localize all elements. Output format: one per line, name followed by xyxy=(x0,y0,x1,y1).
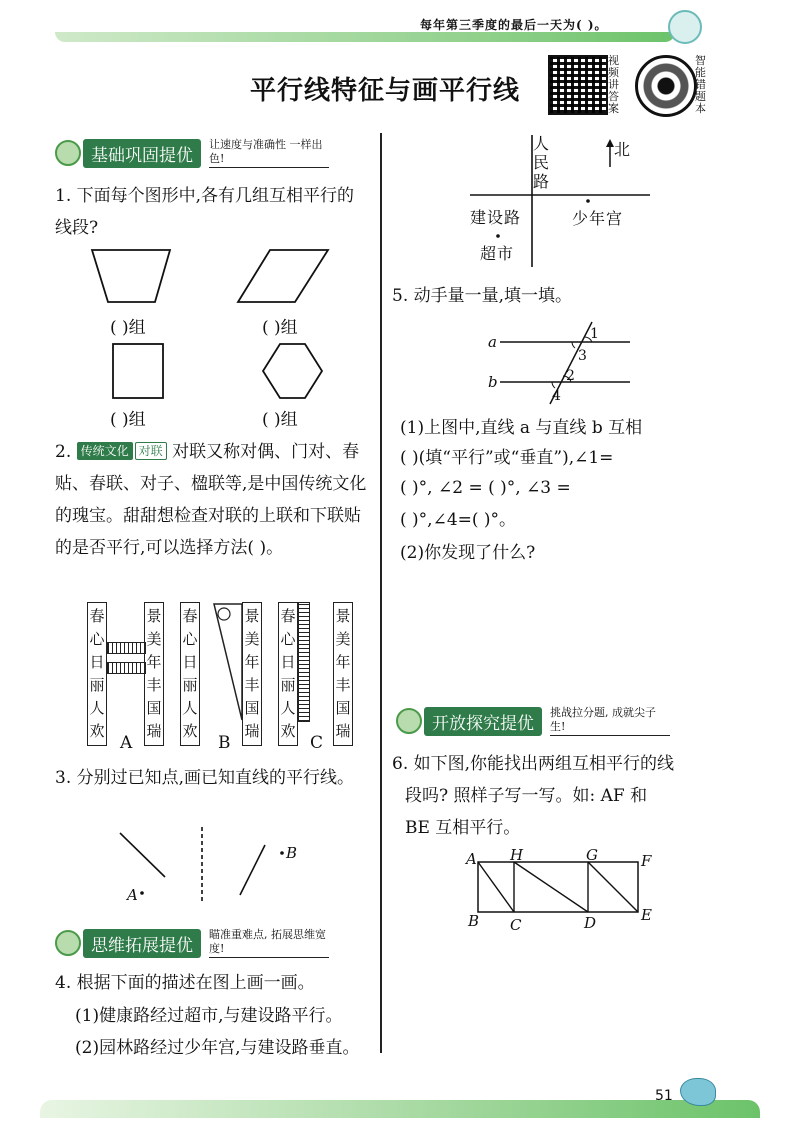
q3-figure xyxy=(110,825,310,905)
q6-label-h: H xyxy=(510,846,524,864)
q5-sub2: (2)你发现了什么? xyxy=(400,543,536,563)
target-icon xyxy=(55,140,81,166)
top-question: 每年第三季度的最后一天为( )。 xyxy=(420,18,608,32)
q2-option-c: C xyxy=(310,733,324,753)
q6-label-e: E xyxy=(641,906,652,924)
q6-text-line3: BE 互相平行。 xyxy=(405,818,521,838)
satellite-icon xyxy=(396,708,422,734)
page-number: 51 xyxy=(655,1088,673,1104)
q5-sub1-line1: (1)上图中,直线 a 与直线 b 互相 xyxy=(400,418,643,438)
q4-text: 4. 根据下面的描述在图上画一画。 xyxy=(55,973,315,993)
q6-rectangle xyxy=(478,862,638,912)
map-label-jianshe: 建设路 xyxy=(470,208,522,227)
section-basic xyxy=(55,140,329,166)
angle-label-3: 3 xyxy=(578,348,587,364)
q5-label-b: b xyxy=(488,373,498,391)
north-arrow-head xyxy=(606,139,614,147)
square-shape xyxy=(113,344,163,398)
bottom-decor-bar xyxy=(40,1100,760,1118)
q6-label-f: F xyxy=(641,852,652,870)
q3-point-a xyxy=(140,891,144,895)
q5-label-a: a xyxy=(488,333,497,351)
q6-text-line1: 6. 如下图,你能找出两组互相平行的线 xyxy=(392,754,675,774)
angle-label-2: 2 xyxy=(566,368,575,384)
q3-text: 3. 分别过已知点,画已知直线的平行线。 xyxy=(55,768,355,788)
ruler-a1-icon xyxy=(107,642,146,654)
top-decor-bar xyxy=(55,32,675,42)
q3-label-b: B xyxy=(286,844,298,862)
section-thinking-note: 瞄准重难点, 拓展思维宽度! xyxy=(209,928,329,958)
ruler-c-icon xyxy=(298,602,310,722)
map-label-shaonian: 少年宫 xyxy=(572,209,624,228)
dolphin-mascot-icon xyxy=(680,1078,716,1106)
section-open-label: 开放探究提优 xyxy=(424,707,542,736)
couplet-c-lower: 景美年丰国瑞 xyxy=(333,602,353,746)
q2-option-a: A xyxy=(120,733,133,753)
q6-label-g: G xyxy=(586,846,598,864)
parallelogram-shape xyxy=(238,250,328,302)
couplet-a-lower: 景美年丰国瑞 xyxy=(144,602,164,746)
map-label-north: 北 xyxy=(614,140,631,159)
column-divider xyxy=(380,133,382,1053)
map-label-chaoshi: 超市 xyxy=(480,244,515,263)
hexagon-shape xyxy=(263,344,322,398)
q2-text-block xyxy=(55,436,370,564)
q5-sub1-line3[interactable]: ( )°, ∠2 = ( )°, ∠3 = xyxy=(400,478,571,498)
q1-blank-3[interactable]: ( )组 xyxy=(110,410,146,430)
section-thinking xyxy=(55,930,329,956)
section-thinking-label: 思维拓展提优 xyxy=(83,929,201,958)
q2-tag-culture: 传统文化 xyxy=(77,442,133,460)
q2-tag-couplet: 对联 xyxy=(135,442,167,460)
qr-label-mistakes: 智能错题本 xyxy=(695,54,706,115)
couplet-a-upper: 春心日丽人欢 xyxy=(87,602,107,746)
shaonian-point xyxy=(586,199,590,203)
angle-label-4: 4 xyxy=(552,388,561,404)
couplet-c-upper: 春心日丽人欢 xyxy=(278,602,298,746)
section-basic-note: 让速度与准确性 一样出色! xyxy=(209,138,329,168)
q2-number: 2. xyxy=(55,442,72,462)
map-label-renmin: 人民路 xyxy=(533,134,550,191)
trapezoid-shape xyxy=(92,250,170,302)
q6-text-line2: 段吗? 照样子写一写。如: AF 和 xyxy=(405,786,648,806)
couplet-b-upper: 春心日丽人欢 xyxy=(180,602,200,746)
ruler-a2-icon xyxy=(107,662,146,674)
q1-text: 1. 下面每个图形中,各有几组互相平行的线段? xyxy=(55,186,355,238)
q6-label-c: C xyxy=(510,916,522,934)
q3-line-1 xyxy=(120,833,165,877)
q5-sub1-line2[interactable]: ( )(填“平行”或“垂直”),∠1= xyxy=(400,448,614,468)
q3-label-a: A xyxy=(127,886,138,904)
q4-item-2: (2)园林路经过少年宫,与建设路垂直。 xyxy=(75,1038,360,1058)
ufo-icon xyxy=(55,930,81,956)
section-open xyxy=(396,708,670,734)
q5-sub1-line4[interactable]: ( )°,∠4=( )°。 xyxy=(400,510,517,530)
q1-blank-2[interactable]: ( )组 xyxy=(262,318,298,338)
set-square-icon xyxy=(212,602,244,722)
q6-figure xyxy=(470,850,650,930)
q1-blank-4[interactable]: ( )组 xyxy=(262,410,298,430)
q6-label-a: A xyxy=(466,850,477,868)
angle-label-1: 1 xyxy=(590,326,599,342)
section-open-note: 挑战拉分题, 成就尖子生! xyxy=(550,706,670,736)
q6-label-d: D xyxy=(584,914,597,932)
q2-option-b: B xyxy=(218,733,231,753)
section-basic-label: 基础巩固提优 xyxy=(83,139,201,168)
q5-text: 5. 动手量一量,填一填。 xyxy=(392,286,573,306)
q4-item-1: (1)健康路经过超市,与建设路平行。 xyxy=(75,1006,343,1026)
page-title: 平行线特征与画平行线 xyxy=(250,76,521,106)
qr-code-mistakes[interactable] xyxy=(635,55,697,117)
qr-label-video: 视频讲答案 xyxy=(608,54,619,115)
couplet-b-lower: 景美年丰国瑞 xyxy=(242,602,262,746)
robot-mascot-icon xyxy=(668,10,702,44)
q1-blank-1[interactable]: ( )组 xyxy=(110,318,146,338)
qr-code-video[interactable] xyxy=(548,55,608,115)
q3-line-3 xyxy=(240,845,265,895)
chaoshi-point xyxy=(496,234,500,238)
q3-point-b xyxy=(280,851,284,855)
q2-text: 对联又称对偶、门对、春贴、春联、对子、楹联等,是中国传统文化的瑰宝。甜甜想检查对联的上联和下联贴的是否平行,可以选择方法( )。 xyxy=(55,442,367,558)
q6-label-b: B xyxy=(468,912,480,930)
